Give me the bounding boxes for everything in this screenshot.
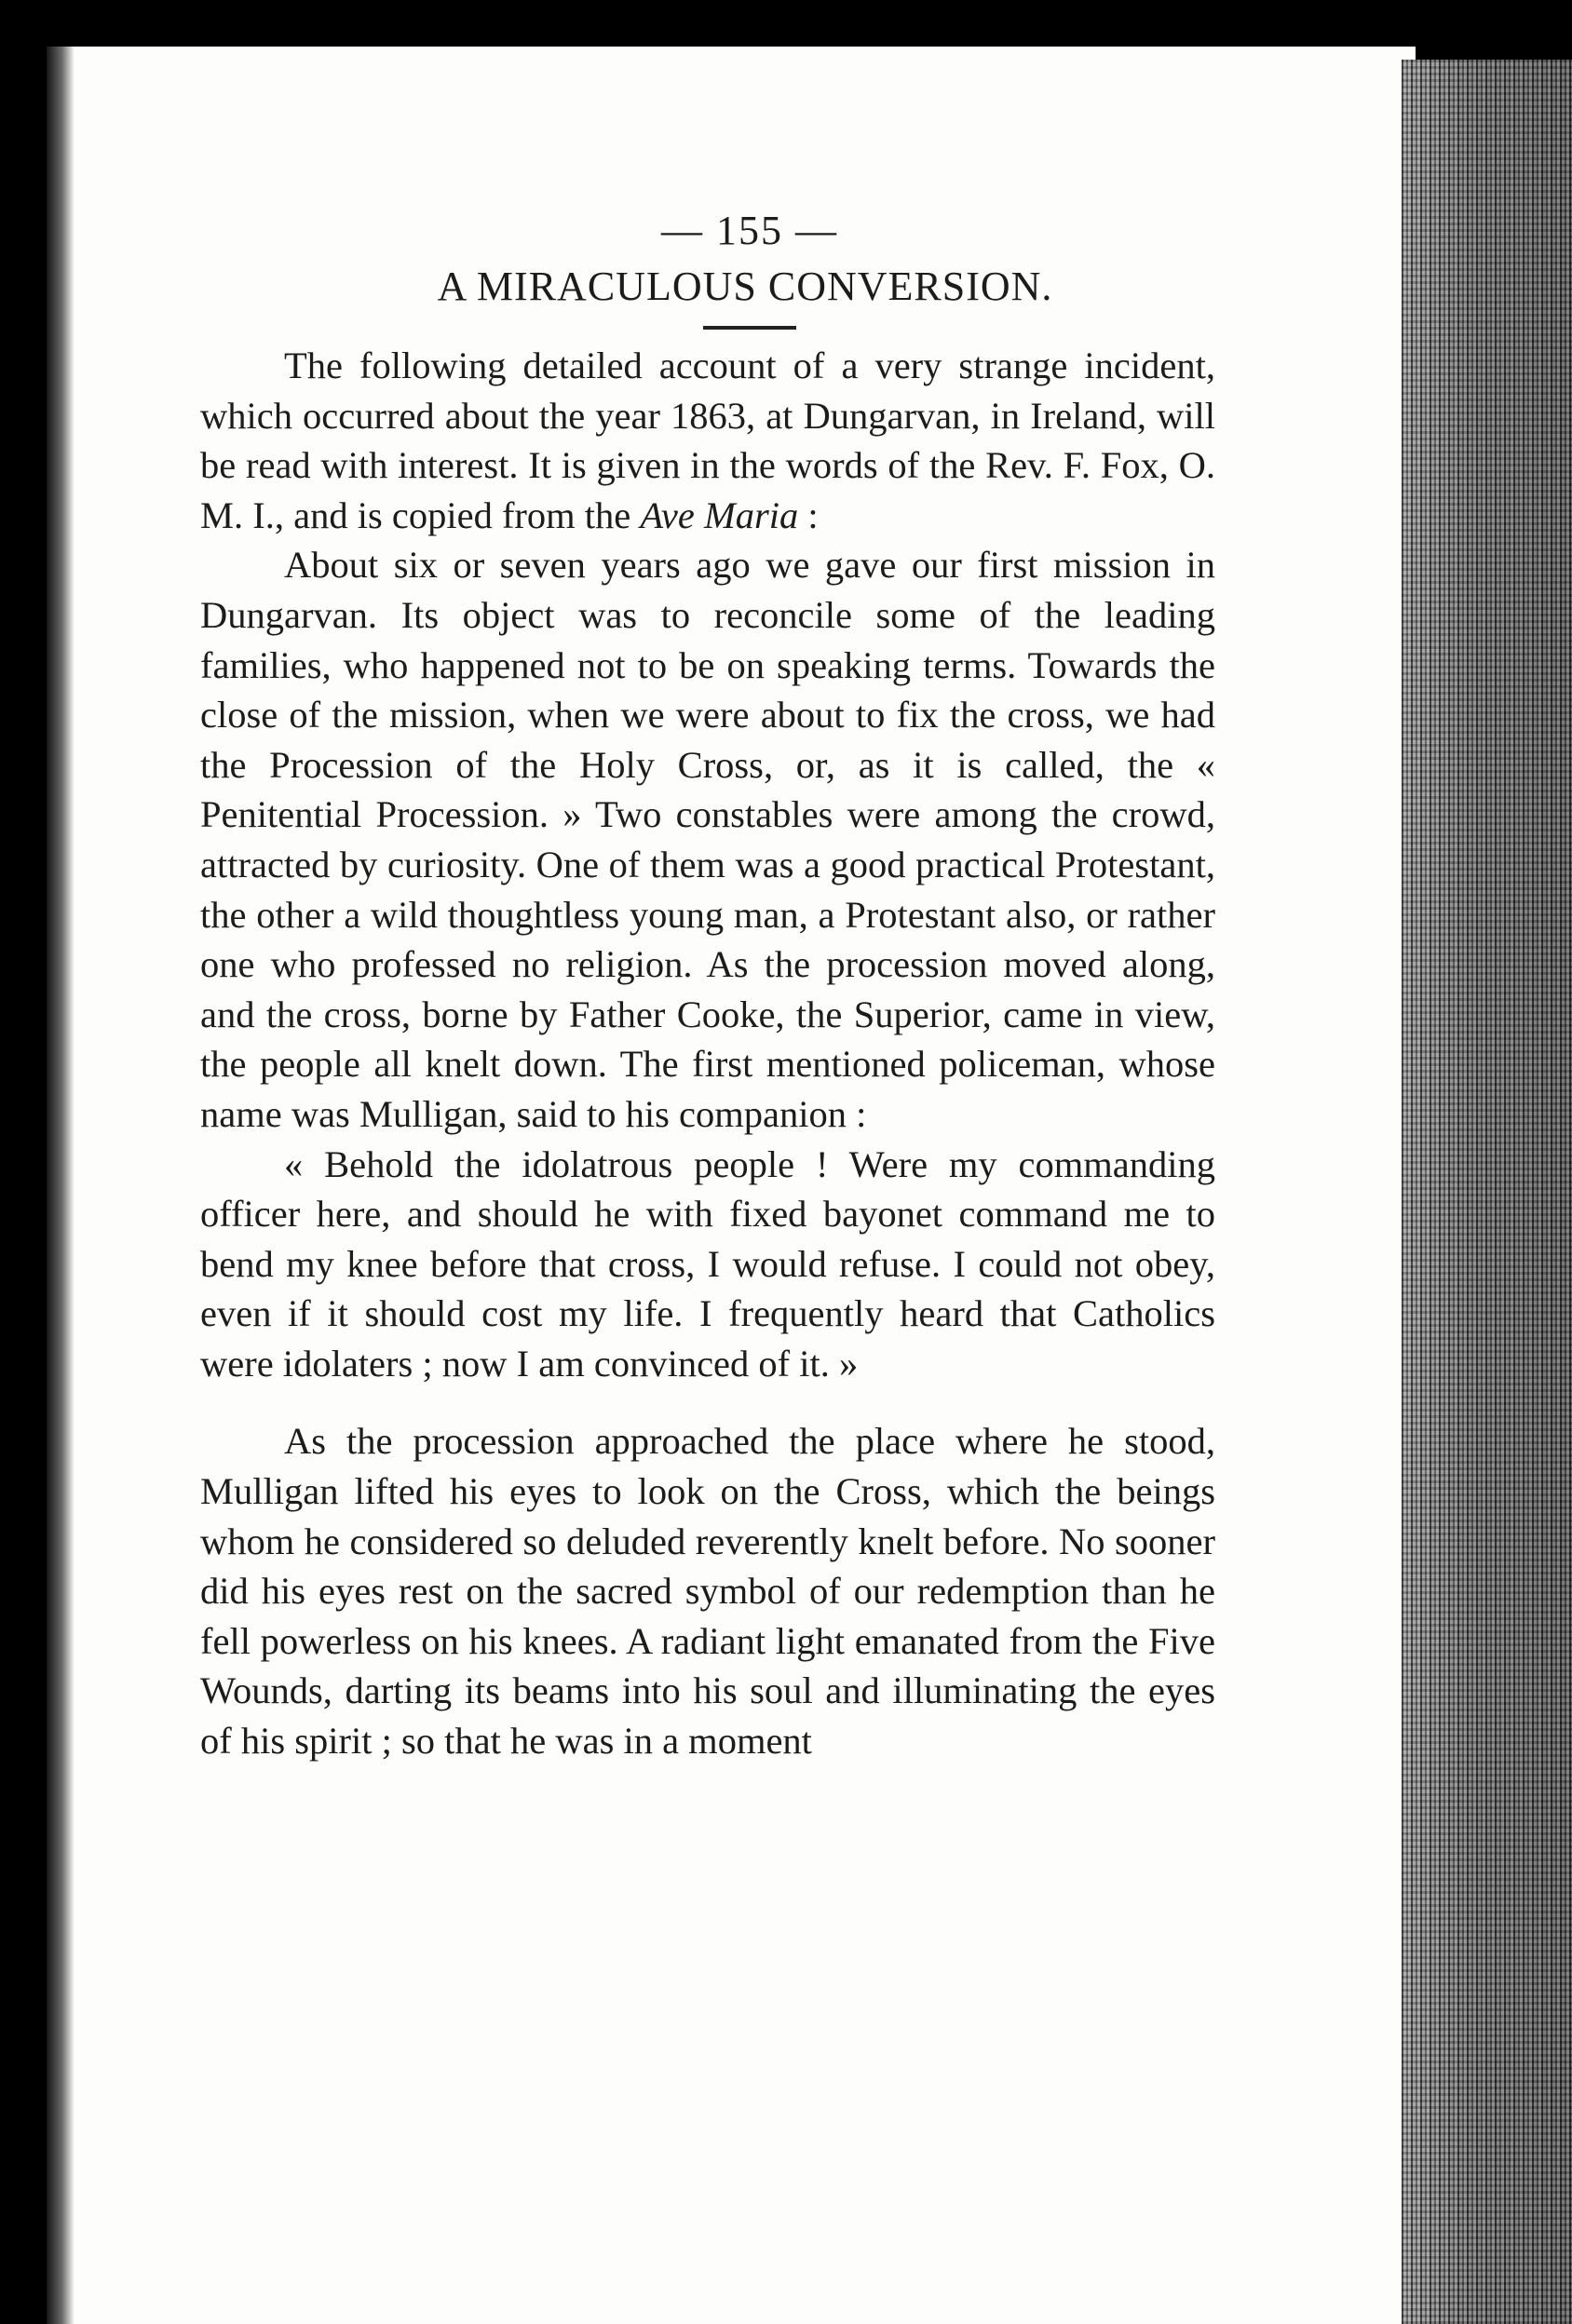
book-page: [47, 47, 1416, 2324]
page-edge-stack: [1402, 60, 1572, 2324]
paragraph-mission: About six or seven years ago we gave our first mission in Dungarvan. Its object was to reconcile some of the leading families, who happened not to be on speaking terms. Towards the close of the mission, when we were about to fix the cross, we had the Procession of the Holy Cross, or, as it is called, the « Penitential Procession. » Two constables were among the crowd, attracted by curiosity. One of them was a good practical Protestant, the other a wild thoughtless young man, a Protestant also, or rather one who professed no religion. As the procession moved along, and the cross, borne by Father Cooke, the Superior, came in view, the people all knelt down. The first mentioned policeman, whose name was Mulligan, said to his companion :: [200, 544, 1215, 1135]
page-number: — 155 —: [661, 208, 838, 253]
chapter-title: A MIRACULOUS CONVERSION.: [437, 263, 1053, 309]
intro-text: The following detailed account of a very strange incident, which occurred about the year 1863, at Dungarvan, in Ireland, will be read with interest. It is given in the words of the Rev. F. Fox, O. M. I., and is copied from the: [200, 345, 1215, 536]
text-block: [200, 205, 1215, 1766]
paragraph-quote: « Behold the idolatrous people ! Were my commanding officer here, and should he with fixed bayonet command me to bend my knee before that cross, I would refuse. I could not obey, even if it should cost my life. I frequently heard that Catholics were idolaters ; now I am convinced of it. »: [200, 1142, 1215, 1385]
title-rule: [703, 326, 796, 330]
publication-name: Ave Maria: [640, 493, 799, 536]
paragraph-intro: [200, 341, 1215, 540]
paragraph-procession: As the procession approached the place where he stood, Mulligan lifted his eyes to look on the Cross, which the beings whom he considered so deluded reverently knelt before. No sooner did his eyes rest on the sacred symbol of our redemption than he fell powerless on his knees. A radiant light emanated from the Five Wounds, darting its beams into his soul and illuminating the eyes of his spirit ; so that he was in a moment: [200, 1420, 1215, 1763]
intro-colon: :: [798, 493, 819, 536]
binding-shadow: [47, 47, 75, 2324]
